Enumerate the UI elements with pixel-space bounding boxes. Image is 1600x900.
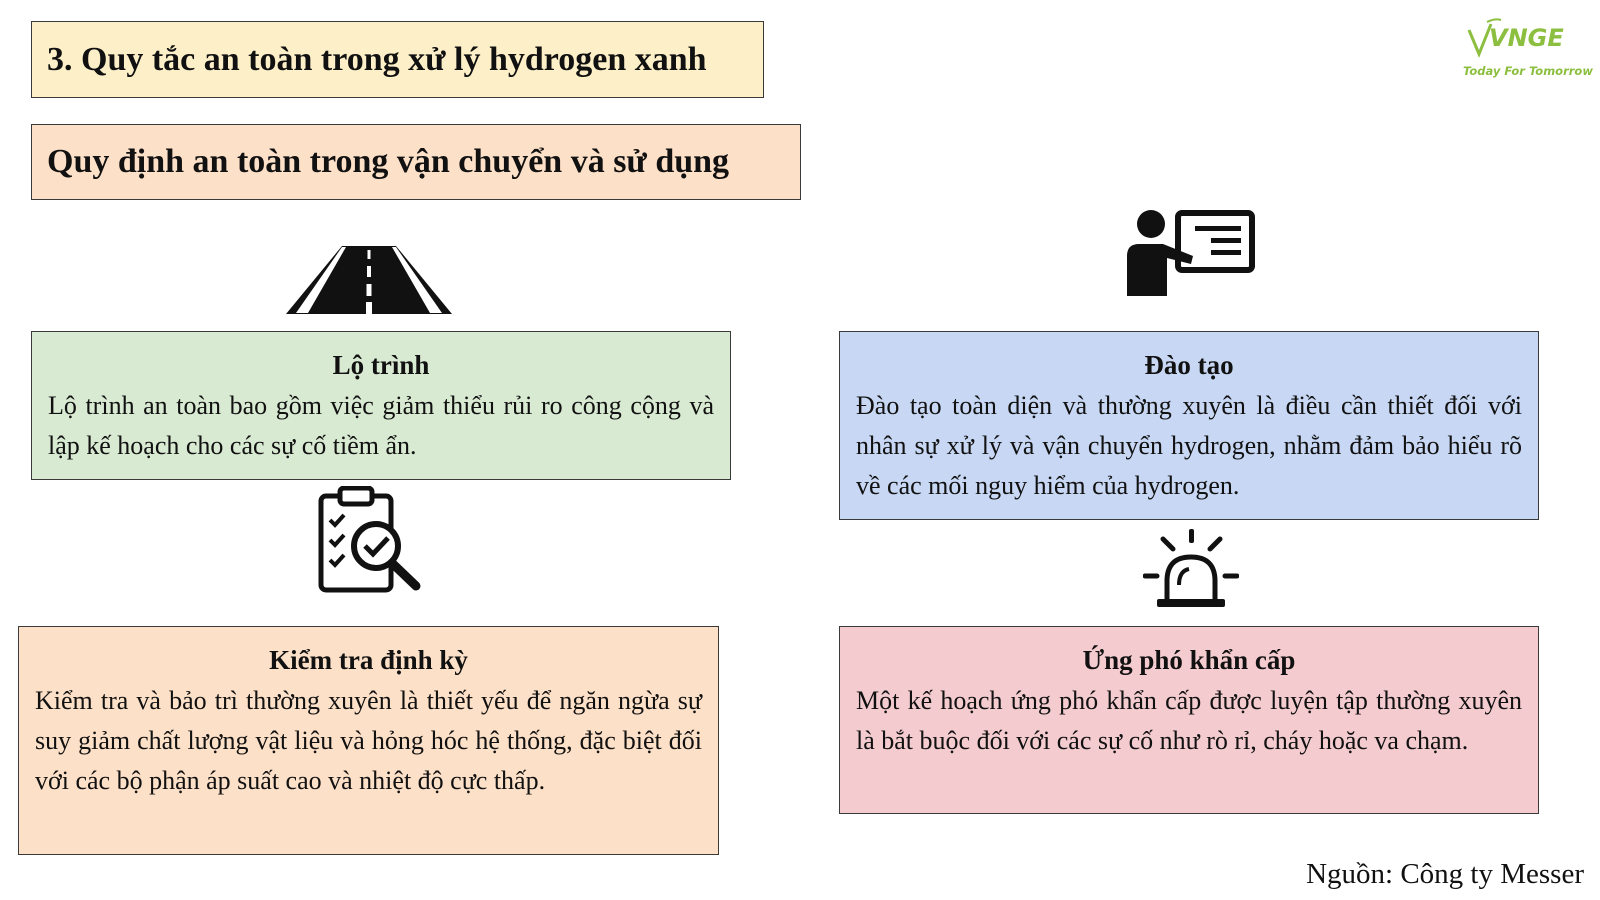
card-route-title: Lộ trình [332, 350, 430, 380]
emergency-siren-icon [1143, 529, 1239, 609]
card-route-text: Lộ trình an toàn bao gồm việc giảm thiểu rủi ro công cộng và lập kế hoạch cho các sự cố tiềm ẩn. [48, 391, 714, 460]
slide-title [31, 21, 764, 98]
card-training-text: Đào tạo toàn diện và thường xuyên là điều cần thiết đối với nhân sự xử lý và vận chuyển hydrogen, nhằm đảm bảo hiểu rõ về các mối nguy hiểm của hydrogen. [856, 391, 1522, 500]
source-note: Nguồn: Công ty Messer [1306, 858, 1584, 890]
section-subtitle [31, 124, 801, 200]
card-emergency-text: Một kế hoạch ứng phó khẩn cấp được luyện tập thường xuyên là bắt buộc đối với các sự cố như rò rỉ, cháy hoặc va chạm. [856, 686, 1522, 755]
section-subtitle-text: Quy định an toàn trong vận chuyển và sử dụng [47, 143, 730, 180]
clipboard-inspection-icon [318, 486, 424, 594]
card-emergency [839, 626, 1539, 814]
card-route [31, 331, 731, 480]
road-icon [284, 244, 454, 316]
logo-tagline: Today For Tomorrow [1463, 64, 1593, 78]
card-training-title: Đào tạo [1144, 350, 1234, 380]
card-inspection-text: Kiểm tra và bảo trì thường xuyên là thiết yếu để ngăn ngừa sự suy giảm chất lượng vật liệu và hỏng hóc hệ thống, đặc biệt đối với các bộ phận áp suất cao và nhiệt độ cực thấp. [35, 686, 702, 795]
slide-title-text: 3. Quy tắc an toàn trong xử lý hydrogen xanh [47, 40, 707, 78]
card-emergency-title: Ứng phó khẩn cấp [1082, 645, 1296, 675]
card-training [839, 331, 1539, 520]
card-inspection-title: Kiểm tra định kỳ [269, 645, 468, 675]
logo-mark: VNGE [1489, 24, 1564, 52]
card-inspection [18, 626, 719, 855]
vnge-logo [1455, 18, 1593, 83]
presenter-board-icon [1121, 210, 1256, 296]
